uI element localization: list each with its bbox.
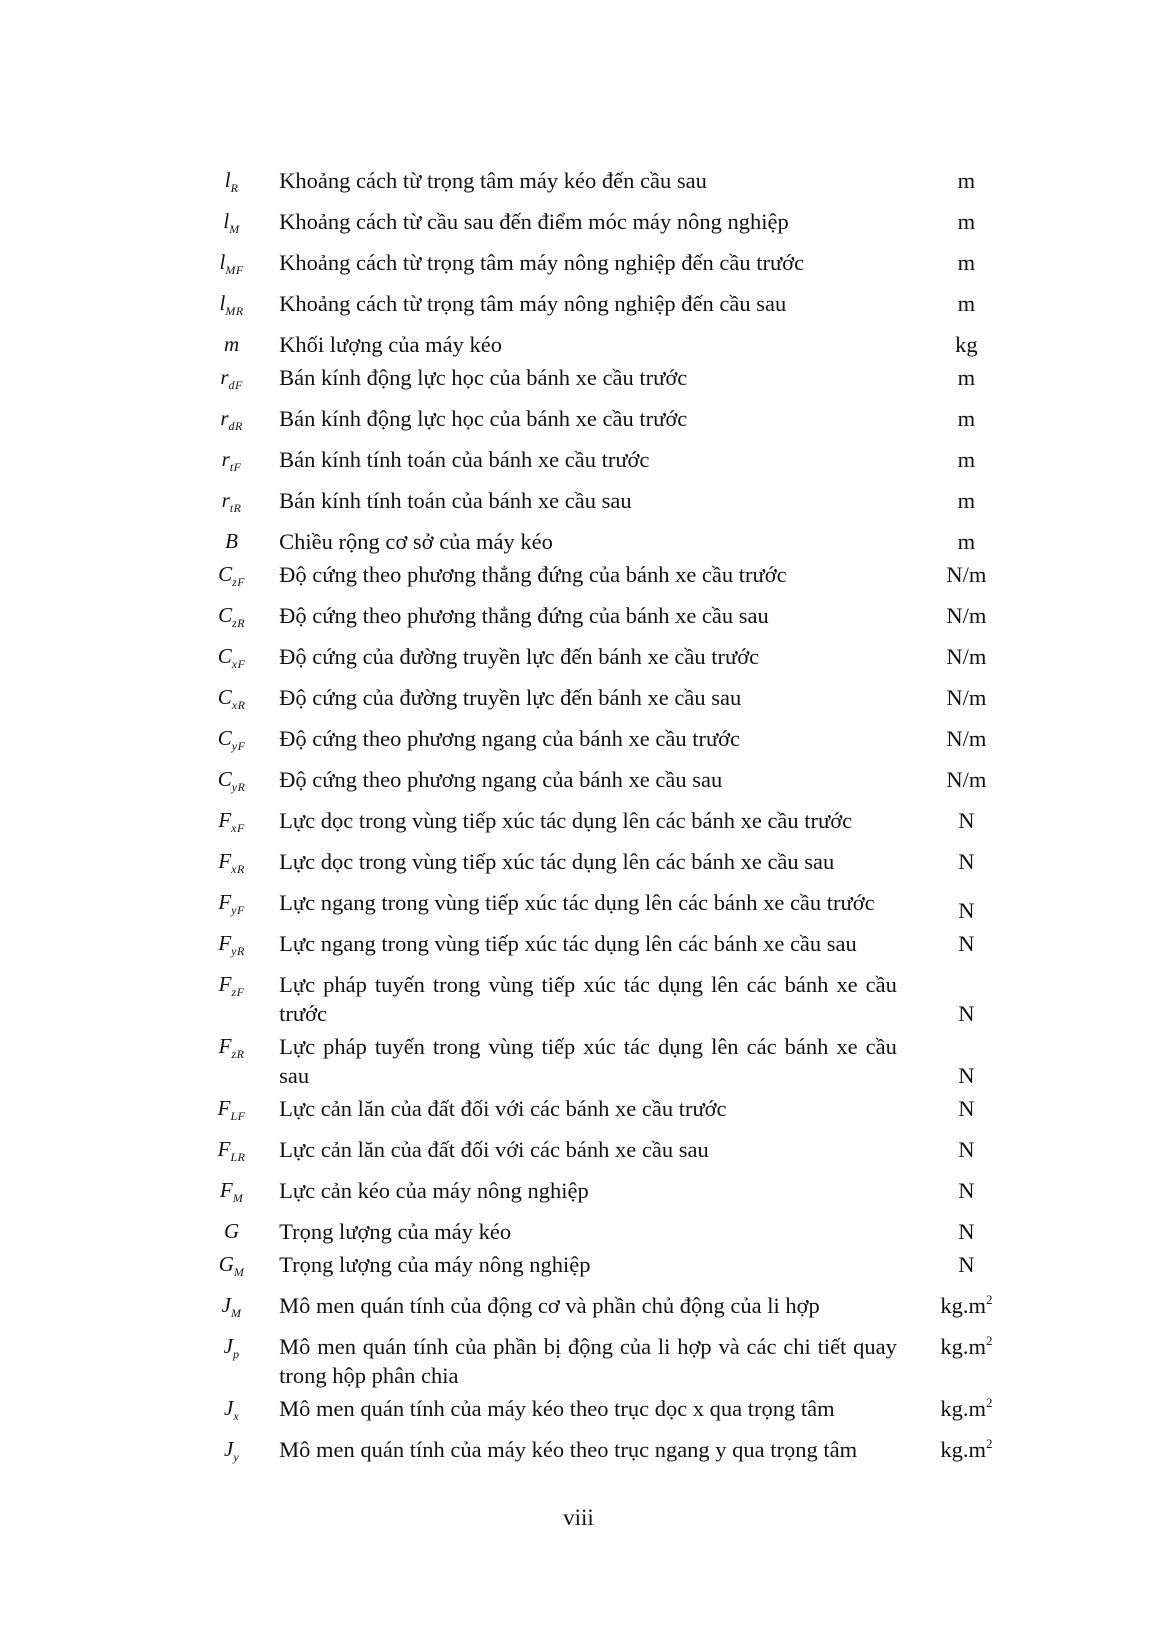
symbol-subscript: dR: [228, 419, 243, 433]
symbol-subscript: x: [233, 1409, 240, 1423]
symbol-row: [196, 289, 1016, 330]
symbol-row: [196, 806, 1016, 847]
symbol-row: [196, 363, 1016, 404]
unit-exponent: 2: [986, 1395, 993, 1410]
symbol-description: Độ cứng theo phương ngang của bánh xe cầu sau: [279, 767, 723, 792]
symbol-letter: r: [220, 365, 229, 389]
symbol-subscript: R: [230, 181, 239, 195]
symbol-unit: [917, 724, 1016, 765]
symbol-description: Bán kính động lực học của bánh xe cầu trước: [279, 406, 688, 431]
symbol-subscript: MF: [225, 263, 244, 277]
symbol-subscript: zF: [232, 575, 246, 589]
symbol-cell: [196, 248, 267, 289]
symbol-list-body: [196, 166, 1016, 1476]
symbol-row: [196, 1435, 1016, 1476]
symbol-row: [196, 683, 1016, 724]
symbol-description: Chiều rộng cơ sở của máy kéo: [279, 529, 553, 554]
symbol-subscript: yR: [231, 780, 246, 794]
symbol-subscript: yF: [231, 739, 246, 753]
symbol-cell: [196, 445, 267, 486]
unit-text: N/m: [946, 644, 987, 669]
unit-text: N/m: [946, 685, 987, 710]
symbol-cell: [196, 1332, 267, 1394]
symbol-unit: [917, 1394, 1016, 1435]
symbol-letter: l: [224, 168, 231, 192]
symbol-description: Khoảng cách từ cầu sau đến điểm móc máy nông nghiệp: [279, 209, 789, 234]
symbol-subscript: xR: [231, 698, 246, 712]
symbol-unit: [917, 363, 1016, 404]
symbol-subscript: yF: [231, 903, 245, 917]
symbol-cell: [196, 486, 267, 527]
symbol-row: [196, 1094, 1016, 1135]
unit-text: kg: [955, 332, 978, 357]
symbol-unit: [917, 765, 1016, 806]
symbol-description: Mô men quán tính của phần bị động của li hợp và các chi tiết quay trong hộp phân chia: [279, 1334, 897, 1388]
symbol-description: Mô men quán tính của máy kéo theo trục dọc x qua trọng tâm: [279, 1396, 835, 1421]
symbol-cell: [196, 404, 267, 445]
symbol-row: [196, 929, 1016, 970]
symbol-letter: F: [218, 931, 232, 955]
symbol-unit: [917, 888, 1016, 929]
symbol-description: Lực ngang trong vùng tiếp xúc tác dụng lên các bánh xe cầu sau: [279, 931, 857, 956]
unit-text: N: [958, 1137, 975, 1162]
symbol-description: Bán kính động lực học của bánh xe cầu trước: [279, 365, 688, 390]
symbol-description: Trọng lượng của máy kéo: [279, 1219, 512, 1244]
symbol-subscript: xF: [231, 657, 246, 671]
symbol-cell: [196, 166, 267, 207]
unit-text: m: [957, 168, 976, 193]
symbol-letter: G: [218, 1252, 234, 1276]
symbol-row: [196, 1176, 1016, 1217]
symbol-letter: C: [218, 562, 233, 586]
symbol-letter: r: [221, 447, 230, 471]
unit-text: N/m: [946, 726, 987, 751]
symbol-cell: [196, 330, 267, 363]
symbol-row: [196, 1291, 1016, 1332]
symbol-cell: [196, 1217, 267, 1250]
symbol-letter: l: [223, 209, 230, 233]
symbol-description: Lực ngang trong vùng tiếp xúc tác dụng lên các bánh xe cầu trước: [279, 890, 875, 915]
symbol-letter: r: [221, 488, 230, 512]
page-number: viii: [563, 1505, 594, 1530]
symbol-unit: [917, 289, 1016, 330]
symbol-subscript: MR: [225, 304, 244, 318]
symbol-description: Bán kính tính toán của bánh xe cầu trước: [279, 447, 650, 472]
symbol-description: Độ cứng của đường truyền lực đến bánh xe cầu sau: [279, 685, 742, 710]
symbol-letter: C: [218, 603, 233, 627]
symbol-subscript: zR: [231, 1047, 245, 1061]
symbol-unit: [917, 601, 1016, 642]
symbol-cell: [196, 683, 267, 724]
symbol-cell: [196, 847, 267, 888]
symbol-unit: [917, 330, 1016, 363]
symbol-unit: [917, 1176, 1016, 1217]
symbol-row: [196, 248, 1016, 289]
symbol-description: Lực dọc trong vùng tiếp xúc tác dụng lên các bánh xe cầu trước: [279, 808, 853, 833]
symbol-letter: F: [218, 890, 232, 914]
symbol-letter: r: [220, 406, 229, 430]
unit-text: kg.m: [940, 1334, 986, 1359]
symbol-letter: C: [217, 767, 232, 791]
symbol-subscript: M: [229, 222, 240, 236]
symbol-unit: [917, 1435, 1016, 1476]
symbol-cell: [196, 363, 267, 404]
symbol-subscript: yR: [231, 944, 245, 958]
symbol-subscript: dF: [228, 378, 243, 392]
symbol-row: [196, 970, 1016, 1032]
symbol-description: Lực pháp tuyến trong vùng tiếp xúc tác dụng lên các bánh xe cầu trước: [279, 972, 897, 1026]
symbol-unit: [917, 248, 1016, 289]
unit-exponent: 2: [986, 1292, 993, 1307]
symbol-row: [196, 847, 1016, 888]
symbol-cell: [196, 765, 267, 806]
symbol-row: [196, 166, 1016, 207]
symbol-cell: [196, 1176, 267, 1217]
symbol-cell: [196, 888, 267, 929]
symbol-subscript: xR: [231, 862, 245, 876]
symbol-unit: [917, 1291, 1016, 1332]
unit-text: m: [957, 406, 976, 431]
unit-text: N/m: [946, 603, 987, 628]
symbol-unit: [917, 527, 1016, 560]
symbol-description: Khoảng cách từ trọng tâm máy nông nghiệp đến cầu trước: [279, 250, 805, 275]
symbol-row: [196, 560, 1016, 601]
symbol-letter: C: [217, 685, 232, 709]
symbol-unit: [917, 683, 1016, 724]
symbol-description: Độ cứng theo phương ngang của bánh xe cầu trước: [279, 726, 741, 751]
symbol-subscript: zR: [232, 616, 246, 630]
symbol-row: [196, 445, 1016, 486]
symbol-unit: [917, 1094, 1016, 1135]
symbol-cell: [196, 1394, 267, 1435]
symbol-cell: [196, 970, 267, 1032]
unit-text: N: [958, 1178, 975, 1203]
symbol-cell: [196, 724, 267, 765]
symbol-row: [196, 1394, 1016, 1435]
symbol-letter: m: [224, 332, 240, 356]
symbol-description: Lực pháp tuyến trong vùng tiếp xúc tác dụng lên các bánh xe cầu sau: [279, 1034, 897, 1088]
symbol-unit: [917, 1250, 1016, 1291]
unit-text: N: [958, 1252, 975, 1277]
unit-text: N: [958, 1001, 975, 1026]
symbol-description: Khoảng cách từ trọng tâm máy kéo đến cầu sau: [279, 168, 707, 193]
symbol-description: Bán kính tính toán của bánh xe cầu sau: [279, 488, 632, 513]
symbol-unit: [917, 806, 1016, 847]
symbol-description: Lực cản kéo của máy nông nghiệp: [279, 1178, 589, 1203]
symbol-description: Lực dọc trong vùng tiếp xúc tác dụng lên các bánh xe cầu sau: [279, 849, 835, 874]
unit-text: N/m: [946, 562, 987, 587]
symbol-letter: C: [217, 726, 232, 750]
symbol-row: [196, 330, 1016, 363]
symbol-subscript: p: [233, 1347, 240, 1361]
symbol-unit: [917, 486, 1016, 527]
unit-text: m: [957, 529, 976, 554]
symbol-row: [196, 601, 1016, 642]
symbol-row: [196, 527, 1016, 560]
symbol-description: Khối lượng của máy kéo: [279, 332, 502, 357]
unit-text: m: [957, 209, 976, 234]
symbol-row: [196, 1217, 1016, 1250]
symbol-row: [196, 1135, 1016, 1176]
unit-text: kg.m: [940, 1437, 986, 1462]
unit-exponent: 2: [986, 1333, 993, 1348]
symbol-unit: [917, 560, 1016, 601]
symbol-subscript: LF: [230, 1109, 246, 1123]
symbol-unit: [917, 207, 1016, 248]
unit-text: N: [958, 898, 975, 923]
symbol-letter: l: [219, 250, 226, 274]
unit-text: N: [958, 1096, 975, 1121]
symbol-cell: [196, 560, 267, 601]
symbol-unit: [917, 445, 1016, 486]
symbol-letter: F: [218, 972, 232, 996]
symbol-description: Độ cứng của đường truyền lực đến bánh xe cầu trước: [279, 644, 760, 669]
symbol-cell: [196, 207, 267, 248]
symbol-description: Lực cản lăn của đất đối với các bánh xe cầu trước: [279, 1096, 727, 1121]
symbol-row: [196, 1250, 1016, 1291]
symbol-description: Mô men quán tính của động cơ và phần chủ động của li hợp: [279, 1293, 820, 1318]
symbol-unit: [917, 642, 1016, 683]
symbol-letter: F: [217, 1137, 231, 1161]
symbol-cell: [196, 1250, 267, 1291]
symbol-description: Khoảng cách từ trọng tâm máy nông nghiệp đến cầu sau: [279, 291, 787, 316]
symbol-letter: J: [224, 1396, 234, 1420]
symbol-cell: [196, 1435, 267, 1476]
unit-text: m: [957, 291, 976, 316]
symbol-letter: J: [221, 1293, 231, 1317]
unit-text: m: [957, 488, 976, 513]
unit-text: m: [957, 447, 976, 472]
unit-text: N: [958, 808, 975, 833]
symbol-letter: J: [223, 1334, 233, 1358]
symbol-row: [196, 404, 1016, 445]
symbol-unit: [917, 1032, 1016, 1094]
symbol-letter: G: [224, 1219, 240, 1243]
symbol-subscript: tF: [229, 460, 242, 474]
symbol-row: [196, 1332, 1016, 1394]
symbol-unit: [917, 1135, 1016, 1176]
symbol-letter: F: [218, 1034, 232, 1058]
symbol-description: Độ cứng theo phương thẳng đứng của bánh xe cầu trước: [279, 562, 787, 587]
symbol-row: [196, 642, 1016, 683]
unit-text: N/m: [946, 767, 987, 792]
symbol-description: Lực cản lăn của đất đối với các bánh xe cầu sau: [279, 1137, 709, 1162]
symbol-row: [196, 888, 1016, 929]
symbol-subscript: tR: [229, 501, 242, 515]
symbol-subscript: xF: [231, 821, 245, 835]
symbol-description: Mô men quán tính của máy kéo theo trục ngang y qua trọng tâm: [279, 1437, 858, 1462]
symbol-subscript: M: [232, 1191, 244, 1205]
unit-text: kg.m: [940, 1396, 986, 1421]
symbol-unit: [917, 929, 1016, 970]
symbol-unit: [917, 970, 1016, 1032]
symbol-cell: [196, 1032, 267, 1094]
symbol-cell: [196, 929, 267, 970]
symbol-subscript: zF: [231, 985, 245, 999]
symbol-cell: [196, 289, 267, 330]
symbol-subscript: M: [233, 1265, 245, 1279]
symbol-subscript: y: [233, 1450, 240, 1464]
symbol-description: Trọng lượng của máy nông nghiệp: [279, 1252, 591, 1277]
symbol-cell: [196, 527, 267, 560]
symbol-row: [196, 207, 1016, 248]
symbol-subscript: LR: [230, 1150, 246, 1164]
symbol-letter: F: [218, 849, 232, 873]
symbol-subscript: M: [231, 1306, 242, 1320]
symbol-letter: l: [219, 291, 226, 315]
symbol-cell: [196, 1135, 267, 1176]
symbol-cell: [196, 601, 267, 642]
symbol-unit: [917, 404, 1016, 445]
symbol-unit: [917, 166, 1016, 207]
symbol-list-table: [196, 166, 1016, 1476]
unit-text: N: [958, 1063, 975, 1088]
symbol-unit: [917, 1217, 1016, 1250]
symbol-letter: F: [218, 808, 232, 832]
symbol-row: [196, 724, 1016, 765]
symbol-letter: J: [224, 1437, 234, 1461]
symbol-cell: [196, 806, 267, 847]
unit-text: kg.m: [940, 1293, 986, 1318]
symbol-letter: F: [217, 1096, 231, 1120]
symbol-cell: [196, 642, 267, 683]
symbol-description: Độ cứng theo phương thẳng đứng của bánh xe cầu sau: [279, 603, 769, 628]
symbol-row: [196, 1032, 1016, 1094]
unit-text: N: [958, 1219, 975, 1244]
unit-text: m: [957, 365, 976, 390]
symbol-cell: [196, 1094, 267, 1135]
symbol-unit: [917, 847, 1016, 888]
symbol-letter: F: [219, 1178, 233, 1202]
unit-text: m: [957, 250, 976, 275]
unit-text: N: [958, 931, 975, 956]
symbol-unit: [917, 1332, 1016, 1394]
symbol-letter: B: [225, 529, 238, 553]
unit-exponent: 2: [986, 1436, 993, 1451]
symbol-row: [196, 765, 1016, 806]
unit-text: N: [958, 849, 975, 874]
symbol-row: [196, 486, 1016, 527]
symbol-cell: [196, 1291, 267, 1332]
symbol-letter: C: [217, 644, 232, 668]
